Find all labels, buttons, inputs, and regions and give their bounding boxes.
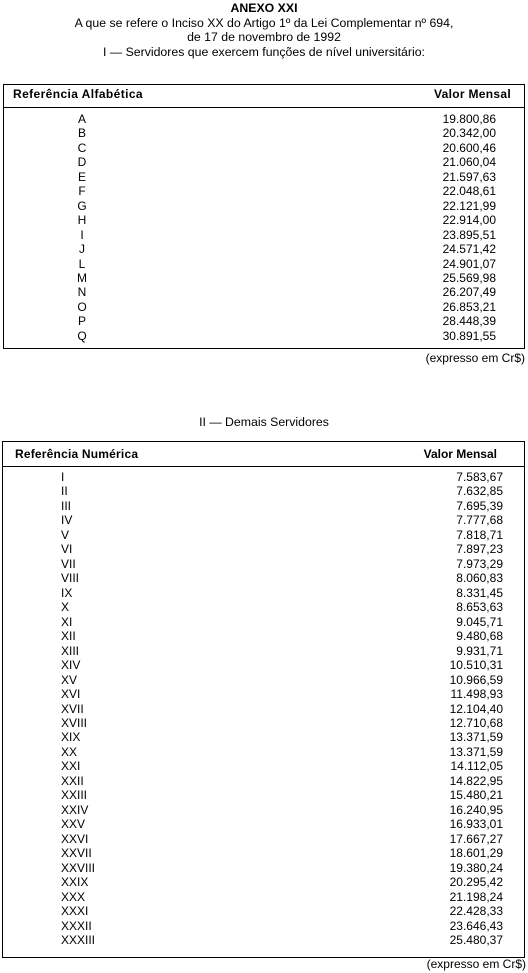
table-row bbox=[4, 126, 524, 140]
table-row bbox=[3, 788, 524, 802]
cell-reference: XXV bbox=[61, 817, 86, 832]
table-row bbox=[3, 774, 524, 788]
table-header bbox=[3, 442, 524, 467]
cell-value: 8.331,45 bbox=[456, 585, 503, 600]
cell-reference: N bbox=[77, 285, 87, 300]
cell-reference: VII bbox=[61, 556, 76, 571]
cell-value: 7.818,71 bbox=[456, 527, 503, 542]
cell-value: 9.045,71 bbox=[456, 614, 503, 629]
cell-value: 18.601,29 bbox=[449, 846, 503, 861]
cell-reference: I bbox=[80, 227, 84, 242]
cell-value: 7.632,85 bbox=[456, 484, 503, 499]
table-row bbox=[3, 832, 524, 846]
cell-reference: B bbox=[77, 126, 86, 141]
cell-reference: III bbox=[61, 498, 72, 513]
cell-reference: XXII bbox=[61, 773, 84, 788]
cell-value: 24.901,07 bbox=[442, 256, 496, 271]
header-line-1: A que se refere o Inciso XX do Artigo 1º da Lei Complementar nº 694, bbox=[74, 15, 454, 30]
cell-value: 19.380,24 bbox=[449, 860, 503, 875]
table-row bbox=[3, 846, 524, 860]
cell-reference: VI bbox=[61, 542, 73, 557]
cell-value: 12.710,68 bbox=[449, 715, 503, 730]
cell-reference: XVII bbox=[61, 701, 84, 716]
cell-value: 19.800,86 bbox=[442, 112, 496, 126]
cell-reference: XXVIII bbox=[61, 860, 96, 875]
table-row bbox=[3, 470, 524, 484]
cell-value: 11.498,93 bbox=[450, 687, 503, 702]
cell-reference: VIII bbox=[61, 571, 80, 586]
table-row bbox=[3, 890, 524, 904]
cell-value: 9.931,71 bbox=[456, 643, 503, 658]
table-row bbox=[3, 702, 524, 716]
cell-reference: XXVII bbox=[61, 846, 92, 861]
table-row bbox=[4, 257, 524, 271]
table-row bbox=[3, 571, 524, 585]
cell-value: 30.891,55 bbox=[442, 328, 496, 343]
table-row bbox=[3, 687, 524, 701]
cell-reference: XXIX bbox=[61, 875, 89, 890]
cell-reference: XXVI bbox=[61, 831, 89, 846]
cell-value: 24.571,42 bbox=[442, 242, 496, 257]
cell-reference: XXIV bbox=[61, 802, 89, 817]
cell-value: 28.448,39 bbox=[442, 314, 496, 329]
cell-value: 21.198,24 bbox=[449, 889, 503, 904]
table-row bbox=[4, 112, 524, 126]
cell-reference: D bbox=[77, 155, 87, 170]
table-row bbox=[3, 730, 524, 744]
cell-value: 14.822,95 bbox=[449, 773, 503, 788]
table-row bbox=[3, 716, 524, 730]
table-header bbox=[4, 85, 524, 108]
table-alphabetic-references bbox=[3, 84, 525, 349]
cell-value: 17.667,27 bbox=[449, 831, 503, 846]
cell-value: 7.583,67 bbox=[456, 470, 503, 484]
cell-value: 10.510,31 bbox=[449, 658, 503, 673]
cell-value: 7.695,39 bbox=[456, 498, 503, 513]
cell-reference: X bbox=[61, 600, 70, 615]
cell-reference: F bbox=[78, 184, 86, 199]
table-row bbox=[3, 759, 524, 773]
cell-reference: E bbox=[77, 169, 86, 184]
annex-title: ANEXO XXI bbox=[230, 1, 298, 15]
table-row bbox=[3, 528, 524, 542]
cell-reference: XIV bbox=[61, 658, 81, 673]
table-row bbox=[4, 285, 524, 299]
cell-reference: Q bbox=[77, 328, 87, 343]
cell-reference: XXIII bbox=[61, 788, 88, 803]
currency-note: (expresso em Cr$) bbox=[425, 351, 525, 365]
table-row bbox=[4, 155, 524, 169]
cell-reference: M bbox=[77, 270, 87, 285]
table-row bbox=[4, 213, 524, 227]
cell-reference: XVI bbox=[61, 687, 81, 702]
currency-note: (expresso em Cr$) bbox=[426, 957, 526, 971]
cell-reference: XXXII bbox=[61, 918, 92, 933]
cell-reference: XII bbox=[61, 629, 76, 644]
table-row bbox=[3, 484, 524, 498]
cell-reference: XV bbox=[61, 672, 78, 687]
table-row bbox=[4, 329, 524, 343]
table-row bbox=[3, 629, 524, 643]
cell-reference: O bbox=[77, 299, 87, 314]
cell-value: 7.973,29 bbox=[456, 556, 503, 571]
cell-value: 9.480,68 bbox=[456, 629, 503, 644]
cell-value: 23.895,51 bbox=[442, 227, 496, 242]
cell-value: 13.371,59 bbox=[449, 730, 503, 745]
cell-value: 16.240,95 bbox=[449, 802, 503, 817]
cell-reference: P bbox=[77, 314, 86, 329]
table-row bbox=[3, 745, 524, 759]
cell-value: 21.597,63 bbox=[442, 169, 496, 184]
cell-value: 21.060,04 bbox=[442, 155, 496, 170]
cell-reference: G bbox=[77, 198, 87, 213]
cell-reference: I bbox=[61, 470, 65, 484]
column-header-value: Valor Mensal bbox=[423, 447, 497, 461]
table-row bbox=[4, 314, 524, 328]
column-header-value: Valor Mensal bbox=[434, 87, 511, 101]
cell-value: 14.112,05 bbox=[450, 759, 503, 774]
cell-reference: IX bbox=[61, 585, 73, 600]
cell-reference: H bbox=[77, 213, 87, 228]
cell-value: 25.480,37 bbox=[449, 933, 503, 948]
column-header-reference: Referência Alfabética bbox=[13, 87, 144, 101]
cell-reference: XXI bbox=[61, 759, 81, 774]
cell-value: 13.371,59 bbox=[449, 744, 503, 759]
cell-reference: XX bbox=[61, 744, 78, 759]
cell-value: 25.569,98 bbox=[442, 270, 496, 285]
table-row bbox=[3, 904, 524, 918]
table-row bbox=[3, 615, 524, 629]
cell-value: 20.295,42 bbox=[449, 875, 503, 890]
cell-reference: XXXI bbox=[61, 904, 89, 919]
cell-value: 12.104,40 bbox=[449, 701, 503, 716]
cell-value: 7.777,68 bbox=[456, 513, 503, 528]
header-line-2: de 17 de novembro de 1992 bbox=[187, 30, 341, 45]
table-row bbox=[4, 199, 524, 213]
cell-reference: XIX bbox=[61, 730, 81, 745]
section-2-title: II — Demais Servidores bbox=[199, 415, 329, 429]
cell-reference: L bbox=[78, 256, 86, 271]
cell-reference: XIII bbox=[61, 643, 80, 658]
table-row bbox=[3, 861, 524, 875]
column-header-reference: Referência Numérica bbox=[15, 447, 139, 461]
table-row bbox=[3, 542, 524, 556]
table-row bbox=[3, 919, 524, 933]
table-row bbox=[3, 803, 524, 817]
cell-value: 22.428,33 bbox=[449, 904, 503, 919]
table-row bbox=[4, 300, 524, 314]
table-row bbox=[3, 600, 524, 614]
cell-value: 10.966,59 bbox=[449, 672, 503, 687]
table-row bbox=[3, 875, 524, 889]
table-row bbox=[4, 228, 524, 242]
cell-reference: II bbox=[61, 484, 68, 499]
cell-value: 7.897,23 bbox=[456, 542, 503, 557]
table-row bbox=[3, 557, 524, 571]
table-row bbox=[3, 817, 524, 831]
table-row bbox=[4, 170, 524, 184]
cell-reference: A bbox=[77, 112, 86, 126]
table-row bbox=[3, 644, 524, 658]
table-row bbox=[4, 141, 524, 155]
table-row bbox=[3, 499, 524, 513]
cell-reference: IV bbox=[61, 513, 73, 528]
cell-value: 22.121,99 bbox=[442, 198, 496, 213]
table-numeric-references bbox=[2, 441, 525, 958]
table-row bbox=[4, 184, 524, 198]
document-header bbox=[0, 1, 528, 59]
cell-reference: V bbox=[61, 527, 70, 542]
cell-reference: XXX bbox=[61, 889, 86, 904]
cell-value: 26.853,21 bbox=[442, 299, 496, 314]
table-row bbox=[3, 673, 524, 687]
cell-reference: J bbox=[79, 242, 85, 257]
cell-reference: XI bbox=[61, 614, 73, 629]
cell-value: 26.207,49 bbox=[442, 285, 496, 300]
cell-value: 15.480,21 bbox=[449, 788, 503, 803]
cell-value: 16.933,01 bbox=[449, 817, 503, 832]
table-row bbox=[4, 242, 524, 256]
cell-reference: C bbox=[77, 140, 87, 155]
cell-value: 8.653,63 bbox=[456, 600, 503, 615]
table-row bbox=[3, 513, 524, 527]
section-1-title: I — Servidores que exercem funções de nível universitário: bbox=[103, 44, 425, 59]
cell-value: 22.048,61 bbox=[442, 184, 496, 199]
cell-reference: XXXIII bbox=[61, 933, 96, 948]
table-row bbox=[3, 586, 524, 600]
cell-value: 20.600,46 bbox=[442, 140, 496, 155]
cell-reference: XVIII bbox=[61, 715, 88, 730]
table-row bbox=[3, 933, 524, 947]
cell-value: 20.342,00 bbox=[442, 126, 496, 141]
cell-value: 22.914,00 bbox=[442, 213, 496, 228]
table-row bbox=[4, 271, 524, 285]
cell-value: 8.060,83 bbox=[456, 571, 503, 586]
table-row bbox=[3, 658, 524, 672]
cell-value: 23.646,43 bbox=[449, 918, 503, 933]
